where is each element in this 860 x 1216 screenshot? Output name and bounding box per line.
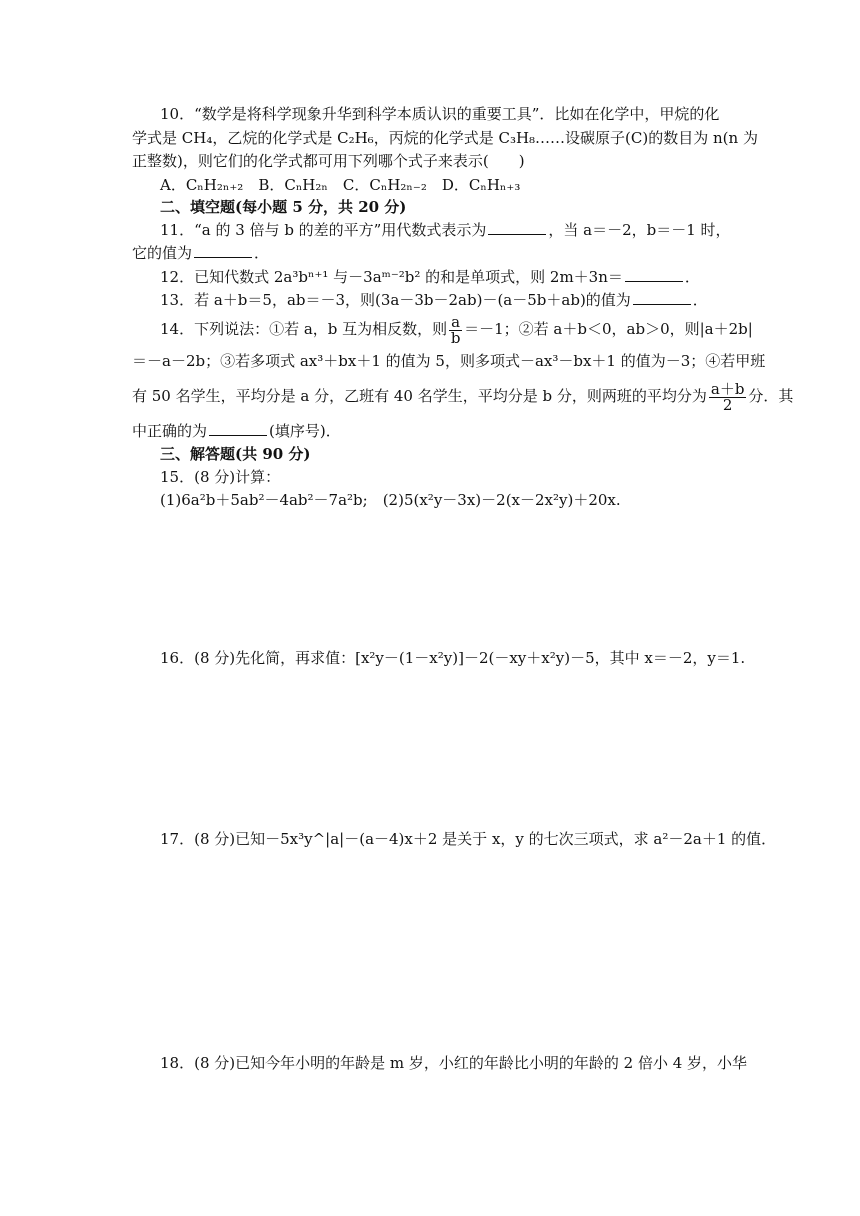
q14-text-e: 中正确的为 bbox=[132, 422, 208, 440]
q12-blank bbox=[625, 268, 683, 282]
q14-text-b: ＝－1；②若 a＋b＜0，ab＞0，则|a＋2b| bbox=[464, 320, 753, 338]
q11-text-b: ，当 a＝－2，b＝－1 时， bbox=[548, 221, 731, 239]
q14-frac1-den: b bbox=[450, 328, 461, 347]
q14-fraction-avg bbox=[709, 379, 747, 414]
q11-blank-2 bbox=[194, 244, 252, 258]
q13-blank bbox=[633, 291, 691, 305]
section-fill-in-heading: 二、填空题(每小题 5 分，共 20 分) bbox=[160, 198, 407, 216]
q10-line3: 正整数)，则它们的化学式都可用下列哪个式子来表示( ) bbox=[132, 152, 525, 170]
q17-line: 17．(8 分)已知－5x³y^|a|－(a－4)x＋2 是关于 x，y 的七次三项式，求 a²－2a＋1 的值． bbox=[160, 830, 777, 848]
q18-line: 18．(8 分)已知今年小明的年龄是 m 岁，小红的年龄比小明的年龄的 2 倍小 4 岁，小华 bbox=[160, 1054, 748, 1072]
q10-line2: 学式是 CH₄，乙烷的化学式是 C₂H₆，丙烷的化学式是 C₃H₈……设碳原子(C)的数目为 n(n 为 bbox=[132, 129, 758, 147]
q14-line3 bbox=[132, 379, 794, 414]
q14-text-f: (填序号)． bbox=[269, 422, 341, 440]
q15-body: (1)6a²b＋5ab²－4ab²－7a²b; (2)5(x²y－3x)－2(x－2x²y)＋20x. bbox=[160, 491, 621, 509]
q10-line1: 10．“数学是将科学现象升华到科学本质认识的重要工具”．比如在化学中，甲烷的化 bbox=[160, 105, 720, 123]
q14-text-d: 分．其 bbox=[748, 387, 794, 405]
q16-line: 16．(8 分)先化简，再求值：[x²y－(1－x²y)]－2(－xy＋x²y)－5，其中 x＝－2，y＝1. bbox=[160, 649, 746, 667]
q12-end: ． bbox=[684, 268, 700, 286]
q14-frac2-num: a＋b bbox=[710, 379, 745, 398]
q11-line1 bbox=[160, 219, 760, 241]
q12-line bbox=[160, 266, 760, 288]
q14-blank bbox=[209, 422, 267, 436]
q11-text-c: 它的值为 bbox=[132, 244, 193, 262]
q11-text-a: 11．“a 的 3 倍与 b 的差的平方”用代数式表示为 bbox=[160, 221, 487, 239]
q14-text-a: 14．下列说法：①若 a，b 互为相反数，则 bbox=[160, 320, 448, 338]
q11-text-d: ． bbox=[254, 244, 270, 262]
q14-line2: ＝－a－2b；③若多项式 ax³＋bx＋1 的值为 5，则多项式－ax³－bx＋1 的值为－3；④若甲班 bbox=[132, 352, 766, 370]
q14-line1 bbox=[160, 312, 760, 346]
q13-end: ． bbox=[692, 291, 708, 309]
q13-text: 13．若 a＋b＝5，ab＝－3，则(3a－3b－2ab)－(a－5b＋ab)的值为 bbox=[160, 291, 631, 309]
q13-line bbox=[160, 289, 760, 311]
q14-frac1-num: a bbox=[451, 312, 461, 331]
q10-options: A．CₙH₂ₙ₊₂ B．CₙH₂ₙ C．CₙH₂ₙ₋₂ D．CₙHₙ₊₃ bbox=[160, 176, 521, 194]
q14-frac2-den: 2 bbox=[722, 395, 733, 414]
q11-blank-1 bbox=[488, 221, 546, 235]
q11-line2 bbox=[132, 242, 732, 264]
q14-line4 bbox=[132, 420, 732, 442]
q14-fraction-a-over-b bbox=[449, 312, 462, 347]
q15-title: 15．(8 分)计算： bbox=[160, 468, 281, 486]
q12-text: 12．已知代数式 2a³bⁿ⁺¹ 与－3aᵐ⁻²b² 的和是单项式，则 2m＋3n＝ bbox=[160, 268, 623, 286]
section-solutions-heading: 三、解答题(共 90 分) bbox=[160, 445, 311, 463]
q14-text-c: 有 50 名学生，平均分是 a 分，乙班有 40 名学生，平均分是 b 分，则两班的平均分为 bbox=[132, 387, 707, 405]
